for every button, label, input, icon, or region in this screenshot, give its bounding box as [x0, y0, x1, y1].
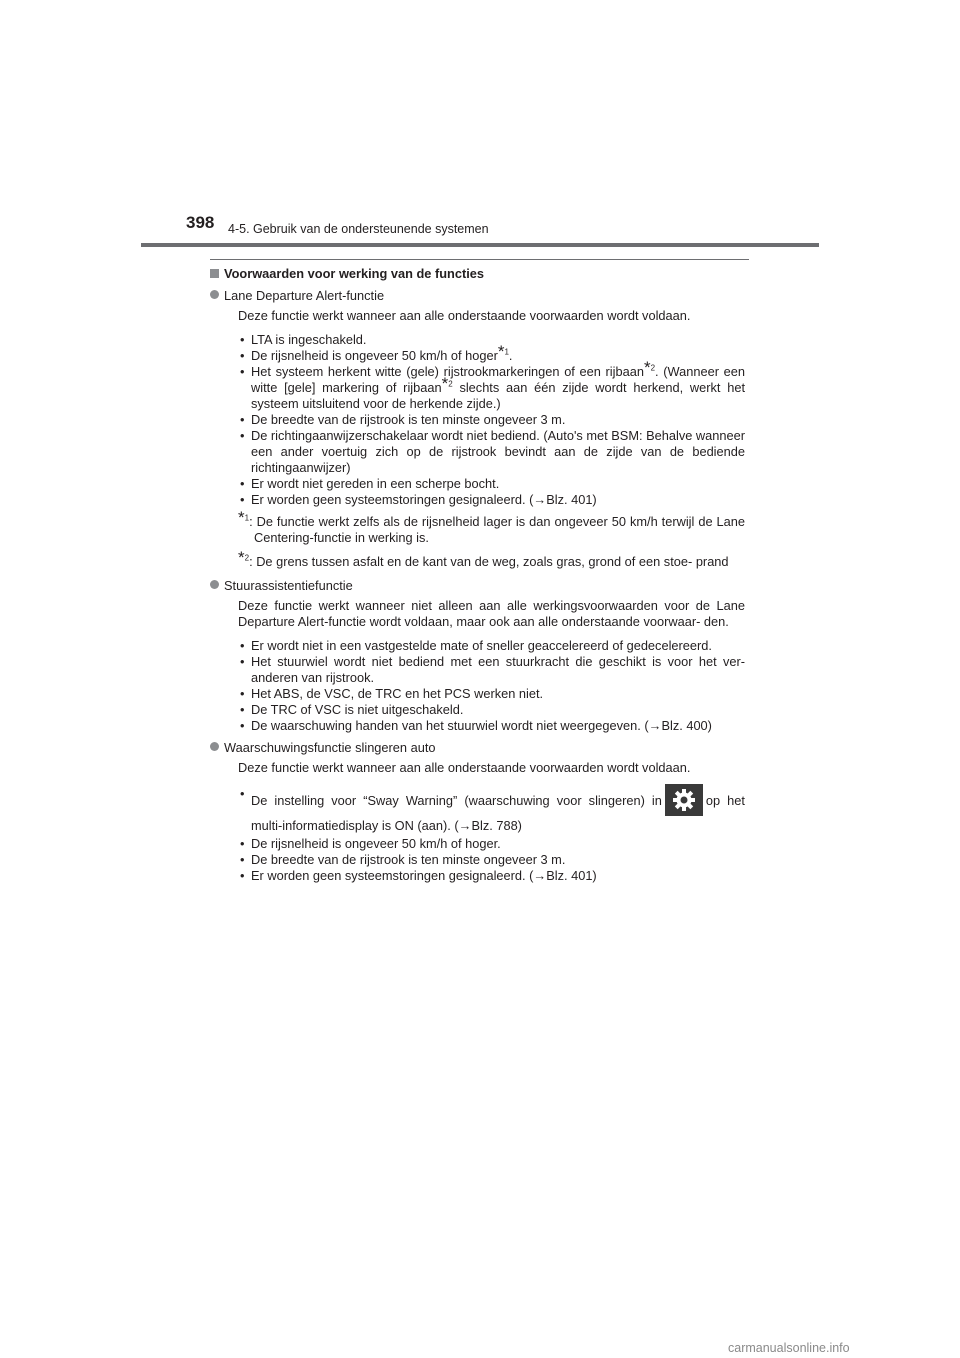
content-rule — [210, 259, 749, 260]
list-item: • Er wordt niet gereden in een scherpe bocht. — [238, 476, 745, 492]
page-number: 398 — [186, 213, 215, 232]
sway-title — [210, 740, 745, 756]
section-title: 4-5. Gebruik van de ondersteunende systemen — [228, 222, 489, 236]
list-item: • De TRC of VSC is niet uitgeschakeld. — [238, 702, 745, 718]
list-item: • Het stuurwiel wordt niet bediend met een stuurkracht die geschikt is voor het ver- anderen van rijstrook. — [238, 654, 745, 686]
list-item — [238, 342, 745, 364]
page-content — [210, 266, 745, 890]
round-bullet-icon — [210, 580, 219, 589]
footnote-star: * — [441, 374, 449, 393]
footnote-number: 1 — [244, 513, 250, 523]
list-item: • De rijsnelheid is ongeveer 50 km/h of hoger. — [238, 836, 745, 852]
section-heading — [210, 266, 745, 282]
footnote-2 — [238, 548, 745, 570]
round-bullet-icon — [210, 742, 219, 751]
sway-conditions — [238, 784, 745, 884]
list-item-text: slechts aan één zijde wordt herkend, werkt het systeem uitsluitend voor de herkende zijde.) — [251, 380, 745, 411]
list-item — [238, 358, 745, 412]
list-item: • Het ABS, de VSC, de TRC en het PCS werken niet. — [238, 686, 745, 702]
list-item-text: op het multi-informatiedisplay is ON (aan). (→Blz. 788) — [251, 793, 745, 833]
round-bullet-icon — [210, 290, 219, 299]
watermark: carmanualsonline.info — [728, 1341, 850, 1355]
list-item: • De waarschuwing handen van het stuurwiel wordt niet weergegeven. (→Blz. 400) — [238, 718, 745, 734]
section-heading-text: Voorwaarden voor werking van de functies — [224, 266, 485, 281]
steering-conditions — [238, 638, 745, 734]
sway-intro: Deze functie werkt wanneer aan alle onderstaande voorwaarden wordt voldaan. — [238, 760, 691, 775]
footnote-text: : De grens tussen asfalt en de kant van de weg, zoals gras, grond of een stoe- prand — [249, 554, 729, 569]
list-item: • De breedte van de rijstrook is ten minste ongeveer 3 m. — [238, 852, 745, 868]
list-item-text: Het systeem herkent witte (gele) rijstrookmarkeringen of een rijbaan — [251, 364, 644, 379]
list-item: • Er worden geen systeemstoringen gesignaleerd. (→Blz. 401) — [238, 492, 745, 508]
list-item-text: De instelling voor “Sway Warning” (waarschuwing voor slingeren) in — [251, 793, 662, 808]
steering-title-text: Stuurassistentiefunctie — [224, 578, 353, 593]
footnote-star: * — [238, 508, 245, 527]
list-item: • De breedte van de rijstrook is ten minste ongeveer 3 m. — [238, 412, 745, 428]
list-item — [238, 784, 745, 836]
list-item-text: . (Wanneer een witte [gele] markering of rijbaan — [251, 364, 745, 395]
list-item: • Er worden geen systeemstoringen gesignaleerd. (→Blz. 401) — [238, 868, 745, 884]
gear-icon — [665, 784, 703, 816]
footnote-star: * — [643, 358, 651, 377]
footnote-ref: 2 — [650, 363, 656, 373]
footnote-star: * — [497, 342, 505, 361]
footnote-text: : De functie werkt zelfs als de rijsnelheid lager is dan ongeveer 50 km/h terwijl de Lane Centering-functie in werking is. — [249, 514, 745, 545]
lane-departure-conditions — [238, 332, 745, 508]
footnote-ref: 1 — [504, 347, 509, 357]
lane-departure-title — [210, 288, 745, 304]
steering-intro: Deze functie werkt wanneer niet alleen aan alle werkingsvoorwaarden voor de Lane Departure Alert-functie wordt voldaan, maar ook aan alle onderstaande voorwaar- den. — [238, 598, 745, 629]
square-bullet-icon — [210, 269, 219, 278]
list-item-text: De rijsnelheid is ongeveer 50 km/h of hoger — [251, 348, 498, 363]
lane-departure-intro: Deze functie werkt wanneer aan alle onderstaande voorwaarden wordt voldaan. — [238, 308, 691, 323]
list-item: • De richtingaanwijzerschakelaar wordt niet bediend. (Auto's met BSM: Behalve wanneer een ander voertuig zich op de rijstrook bevindt aan de zijde van de bediende richtingaanwijzer) — [238, 428, 745, 476]
footnote-ref: 2 — [448, 379, 453, 389]
list-item: • LTA is ingeschakeld. — [238, 332, 745, 348]
list-item: • Er wordt niet in een vastgestelde mate of sneller geaccelereerd of gedecelereerd. — [238, 638, 745, 654]
list-item-text: . — [508, 348, 513, 363]
sway-title-text: Waarschuwingsfunctie slingeren auto — [224, 740, 436, 755]
footnote-star: * — [238, 548, 245, 567]
lane-departure-title-text: Lane Departure Alert-functie — [224, 288, 385, 303]
steering-title — [210, 578, 745, 594]
footnote-number: 2 — [244, 553, 250, 563]
header-rule — [141, 243, 819, 247]
footnote-1 — [238, 508, 745, 546]
